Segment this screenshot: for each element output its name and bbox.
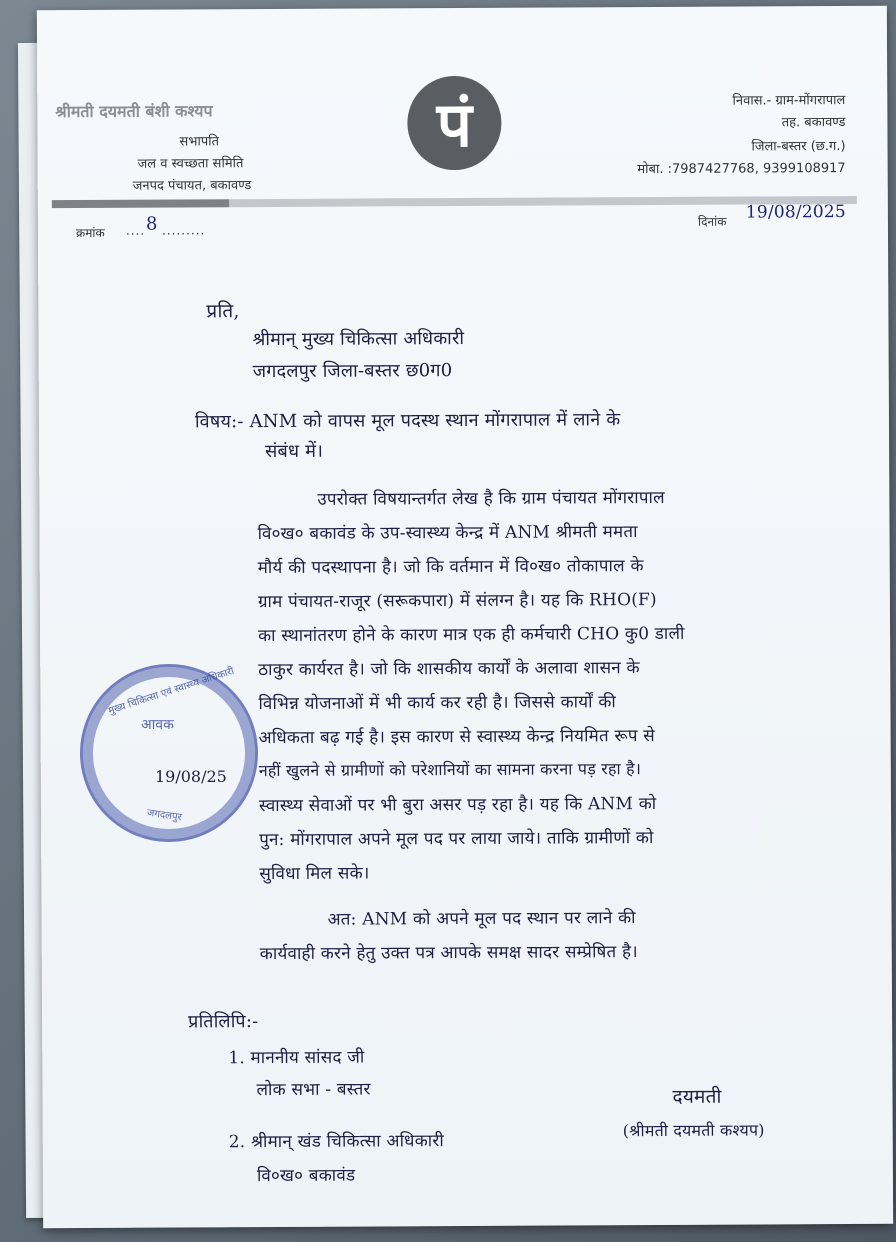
dinank-value: 19/08/2025 <box>745 202 846 223</box>
letterhead-logo: पं <box>407 76 501 170</box>
body-line: अधिकता बढ़ गई है। इस कारण से स्वास्थ्य केन्द्र नियमित रूप से <box>258 726 656 749</box>
prati: प्रति, <box>206 300 240 323</box>
letterhead-office: जनपद पंचायत, बकावण्ड <box>132 178 252 194</box>
body-line: ग्राम पंचायत-राजूर (सरूकपारा) में संलग्न है। यह कि RHO(F) <box>257 589 657 613</box>
stamp-place: जगदलपुर <box>146 807 183 824</box>
mobile-number: मोबा. :7987427768, 9399108917 <box>637 161 846 178</box>
kramank-dots: .... <box>125 223 146 238</box>
cc-2-line-2: वि०ख० बकावंड <box>256 1165 356 1187</box>
cc-2-line-1: 2. श्रीमान् खंड चिकित्सा अधिकारी <box>228 1131 444 1153</box>
signature: दयमती <box>672 1085 722 1108</box>
recipient-line-2: जगदलपुर जिला-बस्तर छ0ग0 <box>252 360 453 383</box>
address-line-3: जिला-बस्तर (छ.ग.) <box>751 139 846 155</box>
letterhead-name: श्रीमती दयमती बंशी कश्यप <box>55 101 213 122</box>
letterhead-divider <box>52 196 857 208</box>
subject-line-2: संबंध में। <box>265 440 324 463</box>
body-line: सुविधा मिल सके। <box>259 863 370 885</box>
letterhead-designation: सभापति <box>179 134 220 150</box>
body-line: का स्थानांतरण होने के कारण मात्र एक ही कर्मचारी CHO कु0 डाली <box>258 623 685 647</box>
stamp-aavak: आवक <box>141 717 174 733</box>
body-line: नहीं खुलने से ग्रामीणों को परेशानियों का सामना करना पड़ रहा है। <box>258 759 642 781</box>
signatory-name: (श्रीमती दयमती कश्यप) <box>622 1120 765 1141</box>
official-stamp <box>80 664 258 842</box>
cc-1-line-2: लोक सभा - बस्तर <box>256 1079 371 1101</box>
address-line-1: निवास.- ग्राम-मोंगरापाल <box>732 93 846 109</box>
body-line: उपरोक्त विषयान्तर्गत लेख है कि ग्राम पंचायत मोंगरापाल <box>317 487 665 510</box>
dinank-label: दिनांक <box>697 214 727 229</box>
closing-line-2: कार्यवाही करने हेतु उक्त पत्र आपके समक्ष सादर सम्प्रेषित है। <box>259 942 638 965</box>
stamp-date: 19/08/25 <box>155 767 227 786</box>
body-line: ठाकुर कार्यरत है। जो कि शासकीय कार्यों के अलावा शासन के <box>258 658 640 681</box>
body-line: मौर्य की पदस्थापना है। जो कि वर्तमान में वि०ख० तोकापाल के <box>257 556 644 579</box>
kramank-label: क्रमांक <box>75 225 105 241</box>
subject-line-1: विषय:- ANM को वापस मूल पदस्थ स्थान मोंगरापाल में लाने के <box>194 409 621 433</box>
recipient-line-1: श्रीमान् मुख्य चिकित्सा अधिकारी <box>252 328 465 351</box>
stamp-text: मुख्य चिकित्सा एवं स्वास्थ्य अधिकारी <box>106 665 236 717</box>
cc-1-line-1: 1. माननीय सांसद जी <box>228 1047 365 1069</box>
body-line: पुन: मोंगरापाल अपने मूल पद पर लाया जाये। ताकि ग्रामीणों को <box>259 828 654 851</box>
letter-sheet <box>37 6 893 1228</box>
kramank-value: 8 <box>145 213 158 235</box>
body-line: विभिन्न योजनाओं में भी कार्य कर रही है। जिससे कार्यों की <box>258 692 617 715</box>
kramank-dots-2: ......... <box>161 223 206 238</box>
body-line: स्वास्थ्य सेवाओं पर भी बुरा असर पड़ रहा है। यह कि ANM को <box>258 794 657 817</box>
letterhead-committee: जल व स्वच्छता समिति <box>137 156 244 172</box>
pratilipi-heading: प्रतिलिपि:- <box>188 1011 259 1033</box>
closing-line-1: अत: ANM को अपने मूल पद स्थान पर लाने की <box>327 908 636 930</box>
body-line: वि०ख० बकावंड के उप-स्वास्थ्य केन्द्र में ANM श्रीमती ममता <box>257 522 638 545</box>
address-line-2: तह. बकावण्ड <box>781 115 846 131</box>
